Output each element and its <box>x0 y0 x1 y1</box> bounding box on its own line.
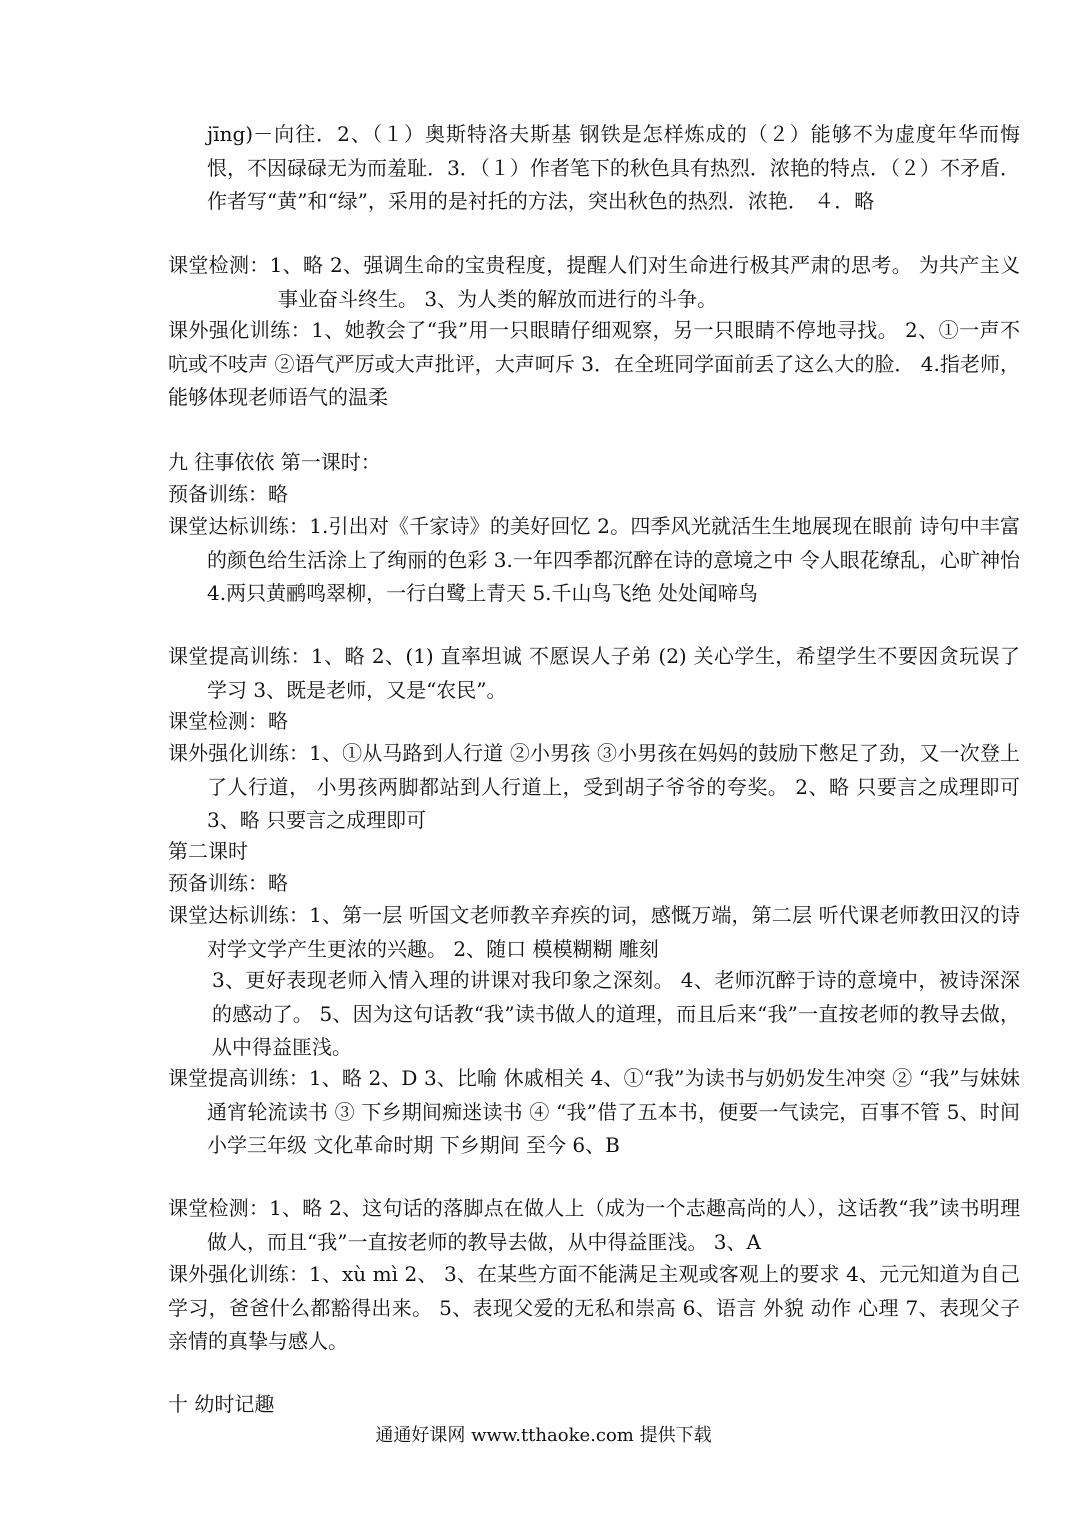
classroom-test-answers: 课堂检测：1、略 2、强调生命的宝贵程度，提醒人们对生命进行极其严肃的思考。 为共产主义事业奋斗终生。 3、为人类的解放而进行的斗争。 <box>168 253 1020 311</box>
classroom-improvement-training-2: 课堂提高训练：1、略 2、D 3、比喻 休戚相关 4、①“我”为读书与奶奶发生冲突 ② “我”与妹妹通宵轮流读书 ③ 下乡期间痴迷读书 ④ “我”借了五本书，便要一气读完，百事不管 5、时间 小学三年级 文化革命时期 下乡期间 至今 6、B <box>168 1066 1020 1157</box>
extracurricular-training-answers: 课外强化训练：1、她教会了“我”用一只眼睛仔细观察，另一只眼睛不停地寻找。 2、①一声不吭或不吱声 ②语气严厉或大声批评，大声呵斥 3．在全班同学面前丢了这么大的脸． 4.指老师，能够体现老师语气的温柔 <box>168 318 1020 409</box>
classroom-standard-training: 课堂达标训练：1.引出对《千家诗》的美好回忆 2。四季风光就活生生地展现在眼前 诗句中丰富的颜色给生活涂上了绚丽的色彩 3.一年四季都沉醉在诗的意境之中 令人眼花缭乱，心旷神怡 4.两只黄鹂鸣翠柳，一行白鹭上青天 5.千山鸟飞绝 处处闻啼鸟 <box>168 514 1020 605</box>
lesson-heading-10: 十 幼时记趣 <box>168 1392 275 1416</box>
classroom-standard-training-2: 课堂达标训练：1、第一层 听国文老师教辛弃疾的词，感慨万端，第二层 听代课老师教田汉的诗对学文学产生更浓的兴趣。 2、随口 模模糊糊 雕刻 <box>168 903 1020 961</box>
extracurricular-training-2: 课外强化训练：1、xù mì 2、 3、在某些方面不能满足主观或客观上的要求 4、元元知道为自己学习，爸爸什么都豁得出来。 5、表现父爱的无私和崇高 6、语言 外貌 动作 心理 7、表现父子亲情的真挚与感人。 <box>168 1262 1020 1353</box>
classroom-test-2: 课堂检测：1、略 2、这句话的落脚点在做人上（成为一个志趣高尚的人），这话教“我”读书明理做人，而且“我”一直按老师的教导去做，从中得益匪浅。 3、A <box>168 1196 1020 1254</box>
extracurricular-training: 课外强化训练：1、①从马路到人行道 ②小男孩 ③小男孩在妈妈的鼓励下憋足了劲，又一次登上了人行道， 小男孩两脚都站到人行道上，受到胡子爷爷的夸奖。 2、略 只要言之成理即可 3、略 只要言之成理即可 <box>168 741 1020 832</box>
preparation-training: 预备训练：略 <box>168 482 288 506</box>
classroom-test: 课堂检测：略 <box>168 709 288 733</box>
classroom-improvement-training: 课堂提高训练：1、略 2、(1) 直率坦诚 不愿误人子弟 (2) 关心学生，希望学生不要因贪玩误了学习 3、既是老师，又是“农民”。 <box>168 644 1020 702</box>
lesson-heading-9: 九 往事依依 第一课时： <box>168 450 381 474</box>
second-lesson-heading: 第二课时 <box>168 839 248 863</box>
classroom-standard-training-2-cont: 3、更好表现老师入情入理的讲课对我印象之深刻。 4、老师沉醉于诗的意境中，被诗深深的感动了。 5、因为这句话教“我”读书做人的道理，而且后来“我”一直按老师的教导去做，从中得益匪浅。 <box>212 968 1020 1059</box>
answer-paragraph-continued: jīng)－向往．2、（１）奥斯特洛夫斯基 钢铁是怎样炼成的（２）能够不为虚度年华而悔恨，不因碌碌无为而羞耻．3．（１）作者笔下的秋色具有热烈．浓艳的特点．（２）不矛盾．作者写“黄”和“绿”，采用的是衬托的方法，突出秋色的热烈．浓艳． ４．略 <box>207 122 1020 213</box>
preparation-training-2: 预备训练：略 <box>168 871 288 895</box>
page-footer: 通通好课网 www.tthaoke.com 提供下载 <box>375 1425 712 1446</box>
